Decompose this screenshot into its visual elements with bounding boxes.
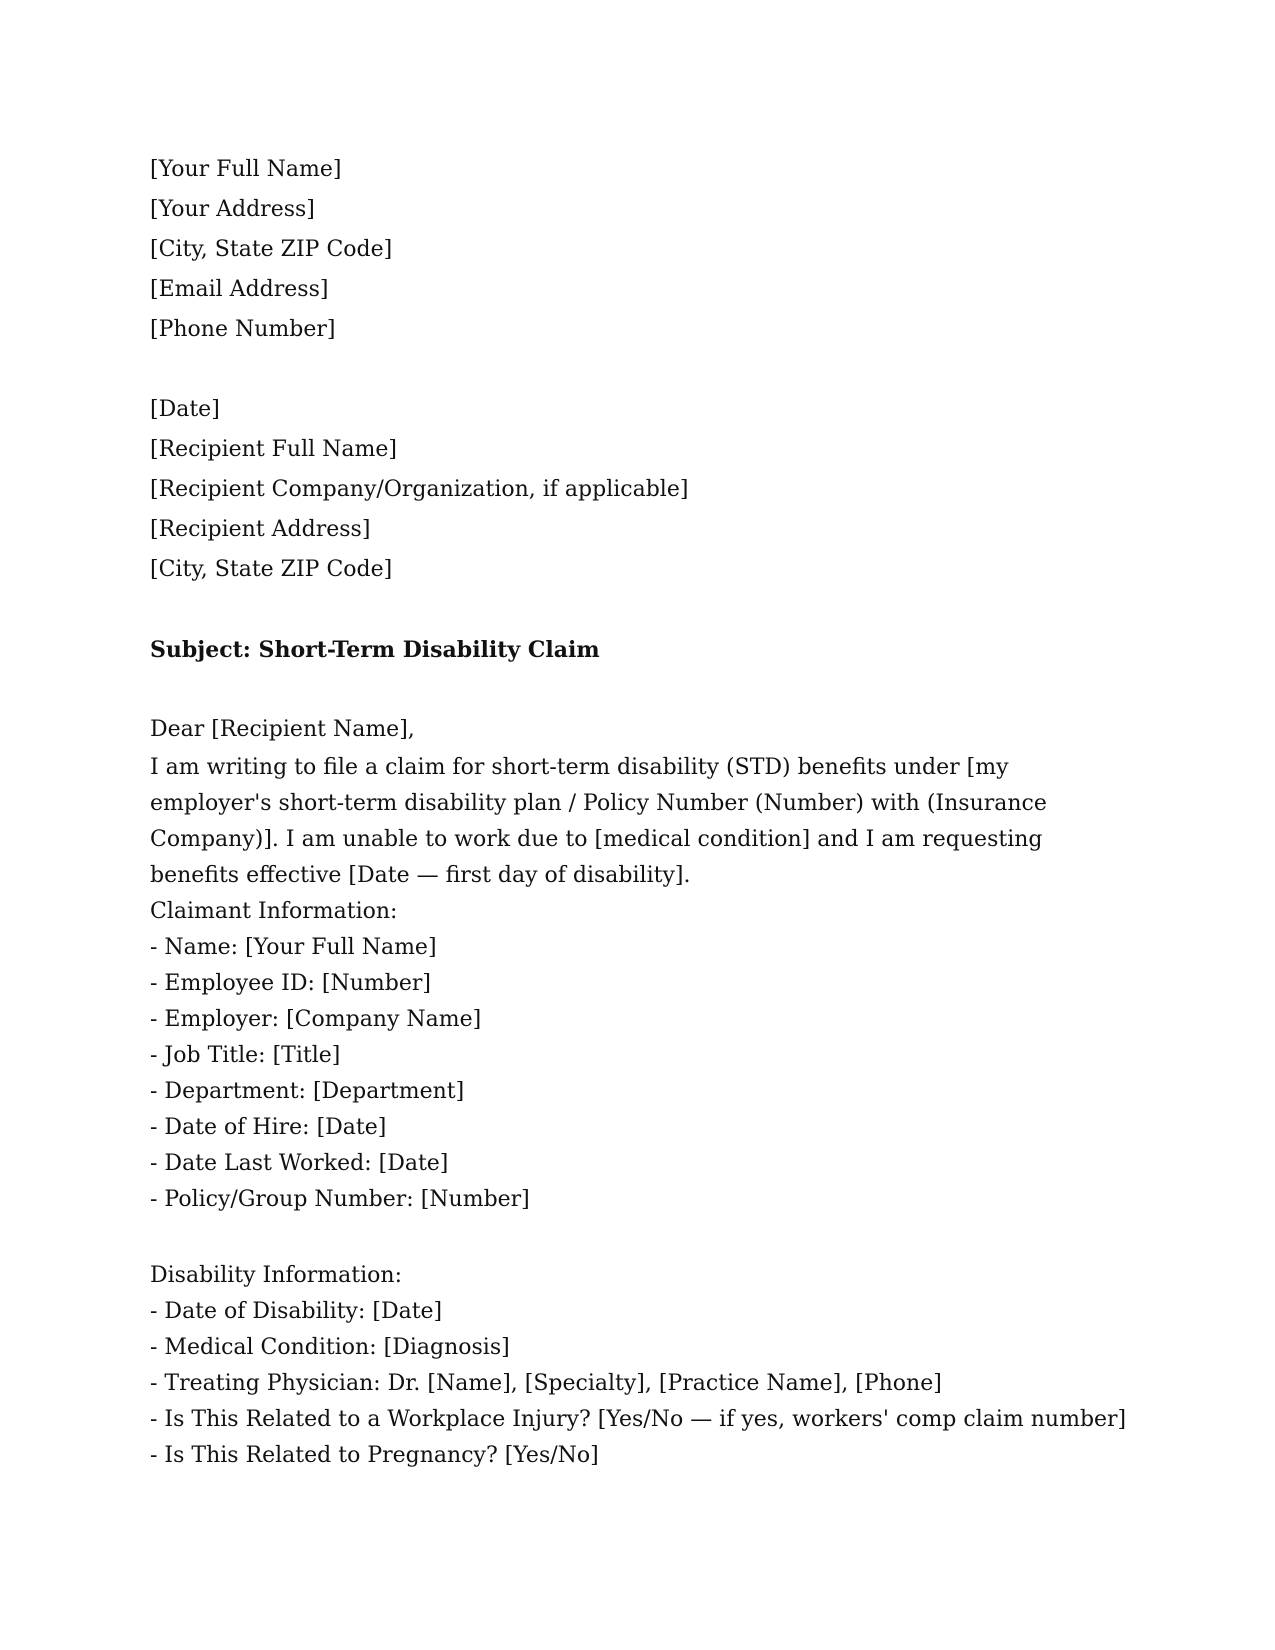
recipient-name: [Recipient Full Name] (150, 437, 397, 462)
sender-name: [Your Full Name] (150, 157, 342, 182)
letter-date: [Date] (150, 397, 220, 422)
claimant-section (150, 894, 1130, 1218)
letter-page (150, 150, 1130, 1474)
disability-heading: Disability Information: (150, 1263, 402, 1288)
recipient-city-state-zip: [City, State ZIP Code] (150, 557, 393, 582)
list-item: - Employer: [Company Name] (150, 1007, 482, 1032)
salutation: Dear [Recipient Name], (150, 717, 415, 742)
sender-address: [Your Address] (150, 197, 315, 222)
sender-city-state-zip: [City, State ZIP Code] (150, 237, 393, 262)
sender-email: [Email Address] (150, 277, 329, 302)
list-item: - Employee ID: [Number] (150, 971, 431, 996)
recipient-block (150, 430, 1130, 590)
list-item: - Is This Related to a Workplace Injury? [Yes/No — if yes, workers' comp claim number] (150, 1407, 1127, 1432)
list-item: - Treating Physician: Dr. [Name], [Specialty], [Practice Name], [Phone] (150, 1371, 942, 1396)
list-item: - Date Last Worked: [Date] (150, 1151, 449, 1176)
sender-phone: [Phone Number] (150, 317, 336, 342)
list-item: - Date of Disability: [Date] (150, 1299, 443, 1324)
spacer (150, 1218, 1130, 1258)
intro-paragraph: I am writing to file a claim for short-term disability (STD) benefits under [my employer's short-term disability plan / Policy Number (Number) with (Insurance Company)]. I am unable to work due to [medical condition] and I am requesting benefits effective [Date — first day of disability]. (150, 755, 1047, 888)
claimant-heading: Claimant Information: (150, 899, 398, 924)
spacer (150, 590, 1130, 630)
spacer (150, 670, 1130, 710)
list-item: - Job Title: [Title] (150, 1043, 341, 1068)
list-item: - Date of Hire: [Date] (150, 1115, 387, 1140)
list-item: - Department: [Department] (150, 1079, 465, 1104)
disability-section (150, 1258, 1130, 1474)
list-item: - Is This Related to Pregnancy? [Yes/No] (150, 1443, 599, 1468)
recipient-company: [Recipient Company/Organization, if applicable] (150, 477, 689, 502)
list-item: - Policy/Group Number: [Number] (150, 1187, 530, 1212)
subject-line: Subject: Short-Term Disability Claim (150, 637, 600, 663)
list-item: - Name: [Your Full Name] (150, 935, 437, 960)
sender-block (150, 150, 1130, 350)
recipient-address: [Recipient Address] (150, 517, 371, 542)
list-item: - Medical Condition: [Diagnosis] (150, 1335, 510, 1360)
spacer (150, 350, 1130, 390)
